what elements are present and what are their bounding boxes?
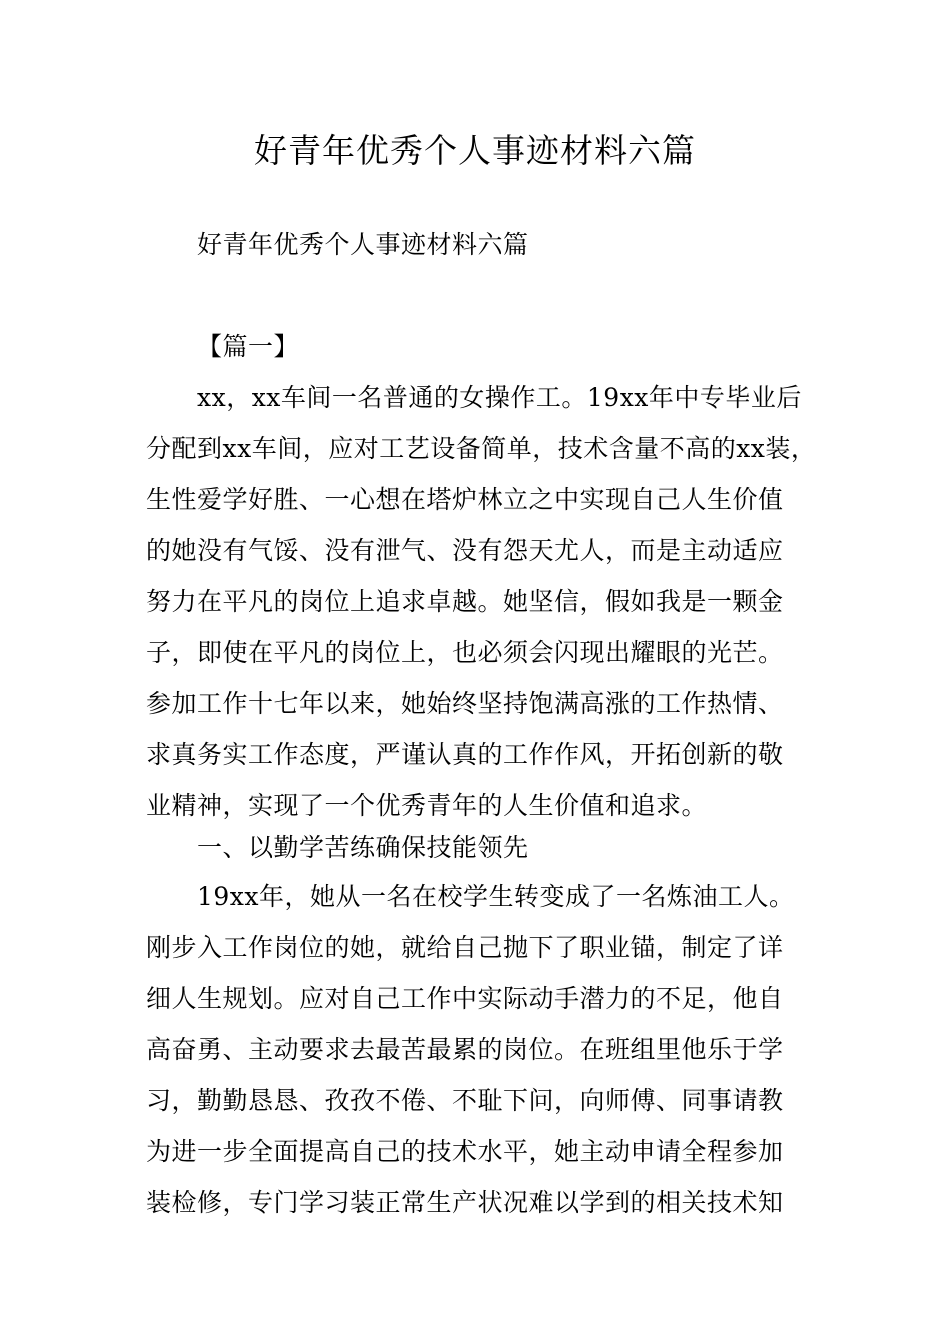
paragraph-line: 求真务实工作态度，严谨认真的工作作风，开拓创新的敬 [146, 740, 784, 769]
section-heading: 【篇一】 [197, 332, 300, 361]
paragraph-line: 19xx年，她从一名在校学生转变成了一名炼油工人。 [197, 882, 795, 911]
document-title: 好青年优秀个人事迹材料六篇 [254, 131, 696, 170]
paragraph-line: 子，即使在平凡的岗位上，也必须会闪现出耀眼的光芒。 [146, 638, 784, 667]
paragraph-line: 高奋勇、主动要求去最苦最累的岗位。在班组里他乐于学 [146, 1035, 784, 1064]
paragraph-line: 业精神，实现了一个优秀青年的人生价值和追求。 [146, 791, 708, 820]
paragraph-line: 分配到xx车间，应对工艺设备简单，技术含量不高的xx装， [146, 434, 817, 463]
paragraph-line: 的她没有气馁、没有泄气、没有怨天尤人，而是主动适应 [146, 536, 784, 565]
paragraph-line: 生性爱学好胜、一心想在塔炉林立之中实现自己人生价值 [146, 485, 784, 514]
section-subheading: 一、以勤学苦练确保技能领先 [197, 833, 529, 862]
paragraph-line: 为进一步全面提高自己的技术水平，她主动申请全程参加 [146, 1137, 784, 1166]
paragraph-line: xx，xx车间一名普通的女操作工。19xx年中专毕业后 [197, 383, 802, 412]
paragraph-line: 参加工作十七年以来，她始终坚持饱满高涨的工作热情、 [146, 689, 784, 718]
paragraph-line: 装检修，专门学习装正常生产状况难以学到的相关技术知 [146, 1188, 784, 1217]
paragraph-line: 刚步入工作岗位的她，就给自己抛下了职业锚，制定了详 [146, 933, 784, 962]
paragraph-line: 努力在平凡的岗位上追求卓越。她坚信，假如我是一颗金 [146, 587, 784, 616]
paragraph-line: 习，勤勤恳恳、孜孜不倦、不耻下问，向师傅、同事请教 [146, 1086, 784, 1115]
document-subtitle: 好青年优秀个人事迹材料六篇 [197, 230, 529, 259]
paragraph-line: 细人生规划。应对自己工作中实际动手潜力的不足，他自 [146, 984, 784, 1013]
